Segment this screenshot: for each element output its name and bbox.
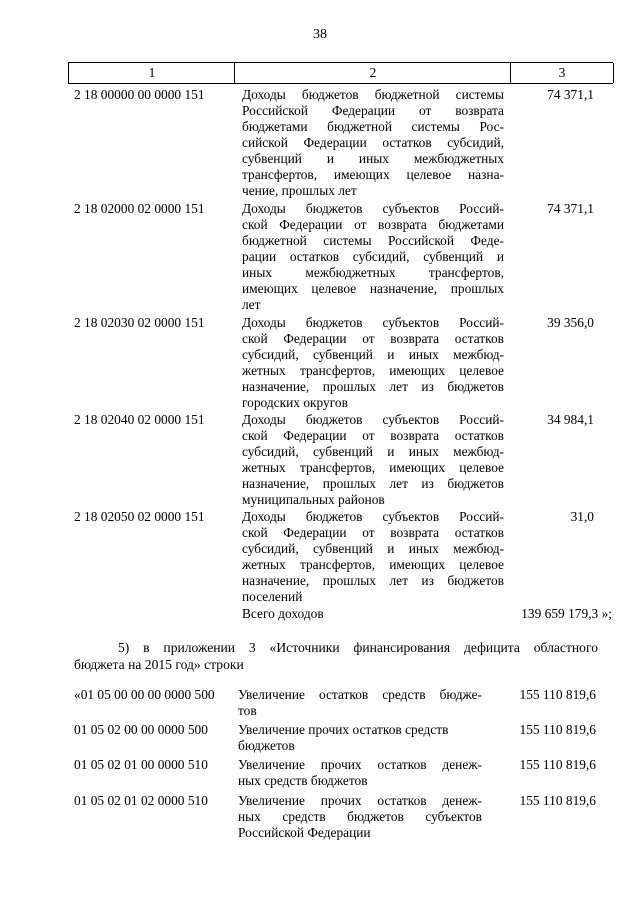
row-amount: 74 371,1: [547, 87, 594, 102]
row-amount: 74 371,1: [547, 201, 594, 216]
row-amount: 39 356,0: [547, 315, 594, 330]
row-code: 2 18 02040 02 0000 151: [74, 412, 205, 427]
row-amount: 31,0: [570, 509, 594, 524]
row-description: Доходы бюджетов субъектов Россий- ской Федерации от возврата бюджетами бюджетной системы Российской Феде- рации остатков субсидий, субвенций и иных межбюджетных трансфертов, имеющих целевое назначение, прошлых лет: [242, 201, 504, 312]
amendment-paragraph: 5) в приложении 3 «Источники финансирования дефицита областного бюджета на 2015 год» строки: [74, 640, 598, 672]
row-description: Доходы бюджетов субъектов Россий- ской Федерации от возврата остатков субсидий, субвенций и иных межбюд- жетных трансфертов, имеющих целевое назначение, прошлых лет из бюджетов поселений: [242, 509, 504, 604]
row-description: Доходы бюджетов субъектов Россий- ской Федерации от возврата остатков субсидий, субвенций и иных межбюд- жетных трансфертов, имеющих целевое назначение, прошлых лет из бюджетов городских округов: [242, 315, 504, 410]
header-col-2: 2: [234, 63, 511, 83]
row-description: Увеличение прочих остатков средств бюджетов: [238, 722, 449, 753]
row-code: 01 05 02 01 02 0000 510: [74, 793, 208, 808]
row-code: «01 05 00 00 00 0000 500: [74, 687, 215, 702]
header-col-3: 3: [510, 63, 614, 83]
row-code: 2 18 02050 02 0000 151: [74, 509, 205, 524]
row-amount: 155 110 819,6: [519, 793, 596, 808]
row-amount: 34 984,1: [547, 412, 594, 427]
row-amount: 155 110 819,6: [519, 722, 596, 737]
header-col-1: 1: [68, 63, 235, 83]
row-code: 2 18 02030 02 0000 151: [74, 315, 205, 330]
row-code: 2 18 00000 00 0000 151: [74, 87, 205, 102]
total-amount: 139 659 179,3 »;: [521, 606, 612, 621]
row-description: Увеличение остатков средств бюдже- тов: [238, 687, 482, 718]
page-number: 38: [313, 27, 327, 42]
row-code: 01 05 02 00 00 0000 500: [74, 722, 208, 737]
row-amount: 155 110 819,6: [519, 757, 596, 772]
total-label: Всего доходов: [242, 606, 324, 621]
table-header: [68, 62, 613, 84]
row-description: Увеличение прочих остатков денеж- ных средств бюджетов субъектов Российской Федерации: [238, 793, 482, 840]
row-description: Доходы бюджетов бюджетной системы Российской Федерации от возврата бюджетами бюджетной системы Рос- сийской Федерации остатков субсидий, субвенций и иных межбюджетных трансфертов, имеющих целевое назна- чение, прошлых лет: [242, 87, 504, 198]
row-code: 2 18 02000 02 0000 151: [74, 201, 205, 216]
row-amount: 155 110 819,6: [519, 687, 596, 702]
row-description: Увеличение прочих остатков денеж- ных средств бюджетов: [238, 757, 482, 788]
row-description: Доходы бюджетов субъектов Россий- ской Федерации от возврата остатков субсидий, субвенций и иных межбюд- жетных трансфертов, имеющих целевое назначение, прошлых лет из бюджетов муниципальных районов: [242, 412, 504, 507]
row-code: 01 05 02 01 00 0000 510: [74, 757, 208, 772]
